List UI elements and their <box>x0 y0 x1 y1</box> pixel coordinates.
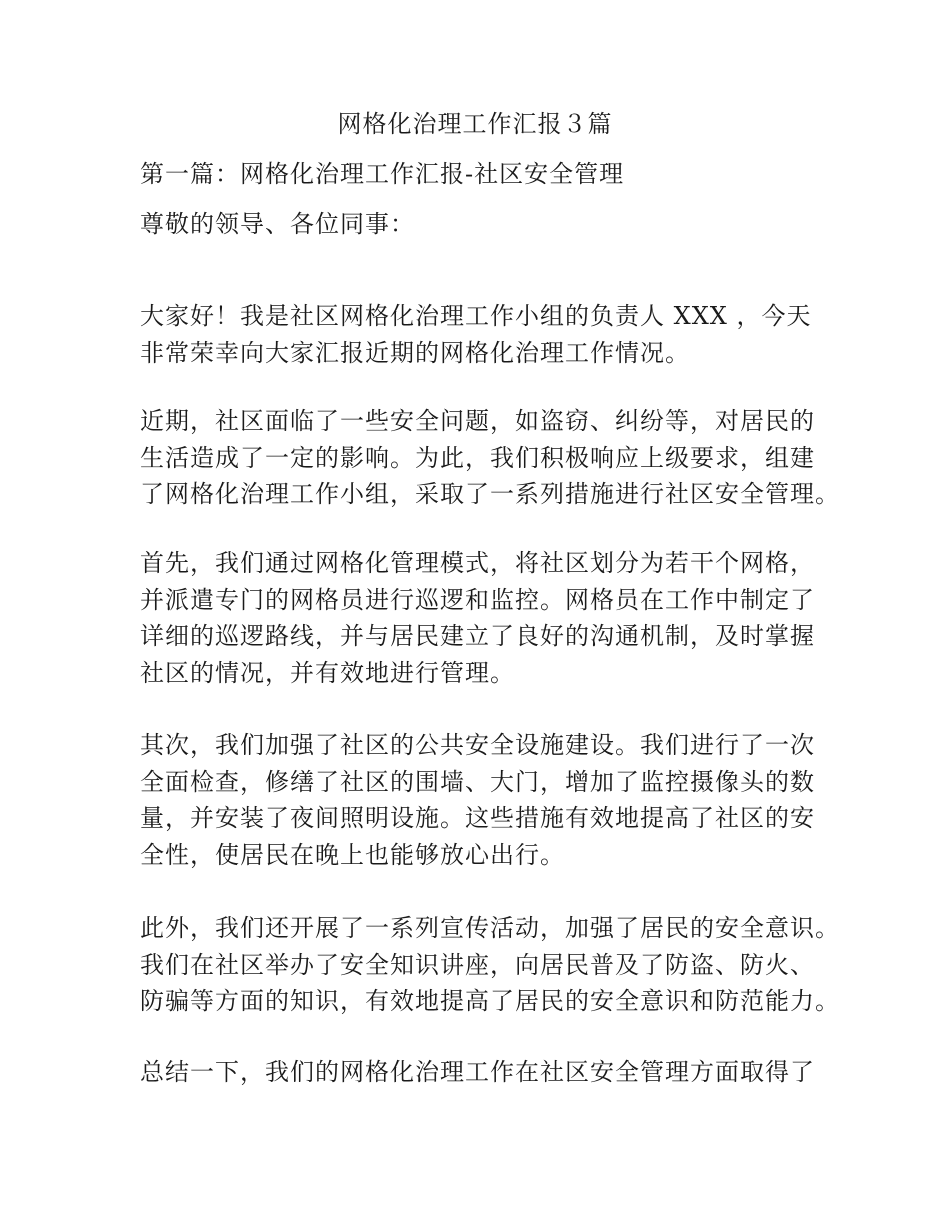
paragraph-line: 总结一下，我们的网格化治理工作在社区安全管理方面取得了 <box>140 1058 815 1086</box>
paragraph-third-measure <box>140 910 840 1020</box>
paragraph-line: 并派遣专门的网格员进行巡逻和监控。网格员在工作中制定了 <box>140 585 815 614</box>
paragraph-line: 防骗等方面的知识，有效地提高了居民的安全意识和防范能力。 <box>140 987 840 1015</box>
paragraph-first-measure <box>140 545 815 691</box>
paragraph-line: 其次，我们加强了社区的公共安全设施建设。我们进行了一次 <box>140 731 815 759</box>
paragraph-line: 详细的巡逻路线，并与居民建立了良好的沟通机制，及时掌握 <box>140 622 815 650</box>
paragraph-summary <box>140 1054 815 1091</box>
paragraph-line: 我们在社区举办了安全知识讲座，向居民普及了防盗、防火、 <box>140 950 815 979</box>
paragraph-line: 此外，我们还开展了一系列宣传活动，加强了居民的安全意识。 <box>140 914 840 942</box>
paragraph-greeting <box>140 206 415 243</box>
paragraph-background <box>140 403 840 513</box>
paragraph-line: 生活造成了一定的影响。为此，我们积极响应上级要求，组建 <box>140 443 815 472</box>
paragraph-line: 大家好！我是社区网格化治理工作小组的负责人 XXX ，今天 <box>140 302 812 330</box>
paragraph-line: 了网格化治理工作小组，采取了一系列措施进行社区安全管理。 <box>140 480 840 508</box>
paragraph-second-measure <box>140 727 815 873</box>
paragraph-line: 尊敬的领导、各位同事： <box>140 210 415 238</box>
paragraph-line: 全性，使居民在晚上也能够放心出行。 <box>140 840 565 869</box>
paragraph-line: 非常荣幸向大家汇报近期的网格化治理工作情况。 <box>140 338 690 367</box>
paragraph-line: 近期，社区面临了一些安全问题，如盗窃、纠纷等，对居民的 <box>140 407 815 435</box>
paragraph-intro <box>140 298 812 371</box>
paragraph-line: 首先，我们通过网格化管理模式，将社区划分为若干个网格， <box>140 549 815 577</box>
section-heading: 第一篇：网格化治理工作汇报-社区安全管理 <box>140 160 625 188</box>
document-title: 网格化治理工作汇报３篇 <box>337 110 613 138</box>
paragraph-line: 量，并安装了夜间照明设施。这些措施有效地提高了社区的安 <box>140 804 815 832</box>
paragraph-line: 全面检查，修缮了社区的围墙、大门，增加了监控摄像头的数 <box>140 767 815 796</box>
paragraph-line: 社区的情况，并有效地进行管理。 <box>140 658 515 687</box>
